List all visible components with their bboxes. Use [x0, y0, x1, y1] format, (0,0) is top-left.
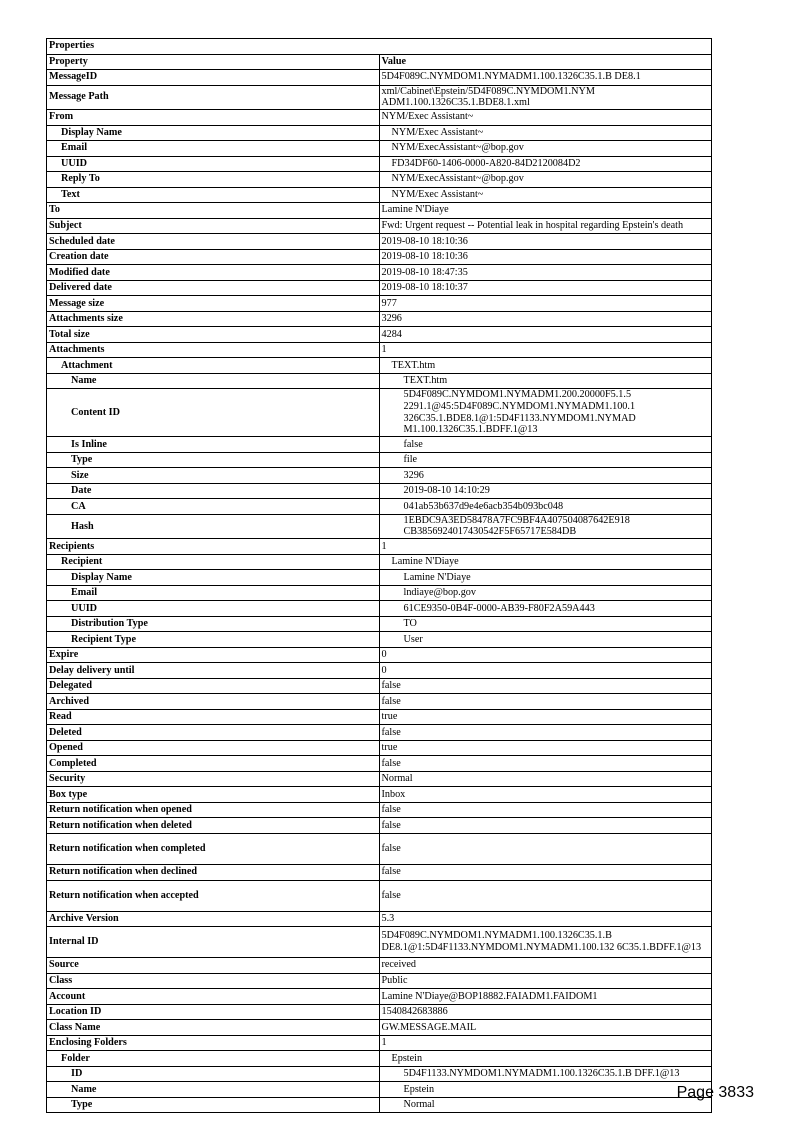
- table-row: [47, 927, 712, 958]
- property-name: Reply To: [47, 172, 380, 188]
- property-name: Distribution Type: [47, 616, 380, 632]
- property-name: Delay delivery until: [47, 663, 380, 679]
- property-name: Deleted: [47, 725, 380, 741]
- table-row: [47, 864, 712, 880]
- property-name: Recipient: [47, 554, 380, 570]
- property-value: true: [379, 709, 712, 725]
- table-row: [47, 787, 712, 803]
- property-value: false: [379, 802, 712, 818]
- property-value: 2019-08-10 18:47:35: [379, 265, 712, 281]
- table-header-row: [47, 54, 712, 70]
- property-name: Type: [47, 452, 380, 468]
- table-row: [47, 647, 712, 663]
- table-row: [47, 468, 712, 484]
- property-name: Opened: [47, 740, 380, 756]
- property-value: 3296: [379, 468, 712, 484]
- table-row: [47, 1051, 712, 1067]
- property-name: UUID: [47, 601, 380, 617]
- property-name: Email: [47, 585, 380, 601]
- property-name: Read: [47, 709, 380, 725]
- property-value: Epstein: [379, 1051, 712, 1067]
- property-name: From: [47, 109, 380, 125]
- property-name: Message Path: [47, 85, 380, 109]
- property-value: 1: [379, 539, 712, 555]
- property-name: Return notification when deleted: [47, 818, 380, 834]
- property-value: 1EBDC9A3ED58478A7FC9BF4A407504087642E918 CB3856924017430542F5F65717E584DB: [379, 514, 712, 538]
- table-row: [47, 483, 712, 499]
- property-value: 2019-08-10 18:10:36: [379, 249, 712, 265]
- property-value: file: [379, 452, 712, 468]
- property-value: true: [379, 740, 712, 756]
- property-name: Recipients: [47, 539, 380, 555]
- table-row: [47, 203, 712, 219]
- table-row: [47, 85, 712, 109]
- column-header-property: Property: [47, 54, 380, 70]
- property-name: Delegated: [47, 678, 380, 694]
- property-value: false: [379, 833, 712, 864]
- table-row: [47, 311, 712, 327]
- table-row: [47, 342, 712, 358]
- property-name: Is Inline: [47, 437, 380, 453]
- property-value: false: [379, 864, 712, 880]
- table-row: [47, 249, 712, 265]
- table-row: [47, 1097, 712, 1113]
- property-value: 2019-08-10 18:10:36: [379, 234, 712, 250]
- property-name: Return notification when accepted: [47, 880, 380, 911]
- table-row: [47, 389, 712, 437]
- property-name: Name: [47, 373, 380, 389]
- property-name: Total size: [47, 327, 380, 343]
- table-row: [47, 725, 712, 741]
- table-row: [47, 70, 712, 86]
- property-name: Date: [47, 483, 380, 499]
- table-row: [47, 771, 712, 787]
- table-row: [47, 499, 712, 515]
- property-value: received: [379, 958, 712, 974]
- table-row: [47, 1082, 712, 1098]
- table-title-row: [47, 39, 712, 55]
- property-value: false: [379, 678, 712, 694]
- property-name: Type: [47, 1097, 380, 1113]
- column-header-value: Value: [379, 54, 712, 70]
- table-row: [47, 958, 712, 974]
- property-value: GW.MESSAGE.MAIL: [379, 1020, 712, 1036]
- table-row: [47, 802, 712, 818]
- property-value: Lamine N'Diaye@BOP18882.FAIADM1.FAIDOM1: [379, 989, 712, 1005]
- property-name: Size: [47, 468, 380, 484]
- property-value: FD34DF60-1406-0000-A820-84D2120084D2: [379, 156, 712, 172]
- property-name: Attachments: [47, 342, 380, 358]
- property-value: 5D4F089C.NYMDOM1.NYMADM1.200.20000F5.1.5 2291.1@45:5D4F089C.NYMDOM1.NYMADM1.100.1 326C35.1.BDE8.1@1:5D4F1133.NYMDOM1.NYMAD M1.100.1326C35.1.BDFF.1@13: [379, 389, 712, 437]
- property-value: User: [379, 632, 712, 648]
- property-name: Location ID: [47, 1004, 380, 1020]
- property-value: 977: [379, 296, 712, 312]
- table-row: [47, 539, 712, 555]
- property-name: Completed: [47, 756, 380, 772]
- table-row: [47, 678, 712, 694]
- property-value: false: [379, 694, 712, 710]
- property-value: xml/Cabinet\Epstein/5D4F089C.NYMDOM1.NYM ADM1.100.1326C35.1.BDE8.1.xml: [379, 85, 712, 109]
- property-value: Fwd: Urgent request -- Potential leak in hospital regarding Epstein's death: [379, 218, 712, 234]
- table-row: [47, 740, 712, 756]
- property-value: 5D4F1133.NYMDOM1.NYMADM1.100.1326C35.1.B DFF.1@13: [379, 1066, 712, 1082]
- table-row: [47, 880, 712, 911]
- property-name: Box type: [47, 787, 380, 803]
- table-row: [47, 601, 712, 617]
- property-value: 041ab53b637d9e4e6acb354b093bc048: [379, 499, 712, 515]
- property-name: Enclosing Folders: [47, 1035, 380, 1051]
- property-name: Return notification when opened: [47, 802, 380, 818]
- property-name: Modified date: [47, 265, 380, 281]
- property-name: Internal ID: [47, 927, 380, 958]
- table-title: Properties: [47, 39, 712, 55]
- table-row: [47, 663, 712, 679]
- property-value: TEXT.htm: [379, 373, 712, 389]
- property-value: 4284: [379, 327, 712, 343]
- property-name: Email: [47, 141, 380, 157]
- table-row: [47, 585, 712, 601]
- property-name: Creation date: [47, 249, 380, 265]
- property-name: Delivered date: [47, 280, 380, 296]
- property-value: 0: [379, 663, 712, 679]
- table-row: [47, 989, 712, 1005]
- table-row: [47, 373, 712, 389]
- table-row: [47, 514, 712, 538]
- property-name: Attachments size: [47, 311, 380, 327]
- property-name: MessageID: [47, 70, 380, 86]
- property-value: 5D4F089C.NYMDOM1.NYMADM1.100.1326C35.1.B DE8.1@1:5D4F1133.NYMDOM1.NYMADM1.100.132 6C35.1.BDFF.1@13: [379, 927, 712, 958]
- table-row: [47, 280, 712, 296]
- property-name: Recipient Type: [47, 632, 380, 648]
- property-value: Normal: [379, 1097, 712, 1113]
- property-name: Folder: [47, 1051, 380, 1067]
- property-name: Subject: [47, 218, 380, 234]
- property-value: 1540842683886: [379, 1004, 712, 1020]
- table-row: [47, 570, 712, 586]
- table-row: [47, 234, 712, 250]
- property-name: Class: [47, 973, 380, 989]
- property-value: false: [379, 756, 712, 772]
- property-value: NYM/Exec Assistant~: [379, 109, 712, 125]
- property-name: CA: [47, 499, 380, 515]
- property-name: To: [47, 203, 380, 219]
- property-value: 2019-08-10 18:10:37: [379, 280, 712, 296]
- table-row: [47, 818, 712, 834]
- property-name: Content ID: [47, 389, 380, 437]
- property-value: false: [379, 880, 712, 911]
- property-name: Archive Version: [47, 911, 380, 927]
- property-value: NYM/Exec Assistant~: [379, 187, 712, 203]
- property-value: NYM/Exec Assistant~: [379, 125, 712, 141]
- table-row: [47, 358, 712, 374]
- property-name: Account: [47, 989, 380, 1005]
- page-number: Page 3833: [676, 1084, 754, 1101]
- property-name: Source: [47, 958, 380, 974]
- property-name: Attachment: [47, 358, 380, 374]
- table-row: [47, 452, 712, 468]
- property-value: false: [379, 818, 712, 834]
- table-row: [47, 1004, 712, 1020]
- property-name: Archived: [47, 694, 380, 710]
- table-row: [47, 911, 712, 927]
- property-name: Hash: [47, 514, 380, 538]
- table-row: [47, 1020, 712, 1036]
- property-value: 2019-08-10 14:10:29: [379, 483, 712, 499]
- property-name: UUID: [47, 156, 380, 172]
- table-row: [47, 327, 712, 343]
- property-value: false: [379, 725, 712, 741]
- property-value: TO: [379, 616, 712, 632]
- table-row: [47, 973, 712, 989]
- table-row: [47, 616, 712, 632]
- table-row: [47, 1035, 712, 1051]
- properties-table: [46, 38, 712, 1113]
- property-value: NYM/ExecAssistant~@bop.gov: [379, 172, 712, 188]
- property-value: Lamine N'Diaye: [379, 570, 712, 586]
- property-value: Lamine N'Diaye: [379, 554, 712, 570]
- property-name: Scheduled date: [47, 234, 380, 250]
- table-row: [47, 756, 712, 772]
- property-name: Return notification when completed: [47, 833, 380, 864]
- property-value: 0: [379, 647, 712, 663]
- table-row: [47, 125, 712, 141]
- property-value: 61CE9350-0B4F-0000-AB39-F80F2A59A443: [379, 601, 712, 617]
- property-name: Text: [47, 187, 380, 203]
- property-name: Return notification when declined: [47, 864, 380, 880]
- table-row: [47, 187, 712, 203]
- property-name: Display Name: [47, 125, 380, 141]
- table-row: [47, 833, 712, 864]
- table-row: [47, 694, 712, 710]
- table-row: [47, 632, 712, 648]
- property-value: false: [379, 437, 712, 453]
- property-value: 5D4F089C.NYMDOM1.NYMADM1.100.1326C35.1.B DE8.1: [379, 70, 712, 86]
- property-value: Normal: [379, 771, 712, 787]
- table-row: [47, 218, 712, 234]
- property-name: Class Name: [47, 1020, 380, 1036]
- table-row: [47, 1066, 712, 1082]
- table-row: [47, 554, 712, 570]
- table-row: [47, 141, 712, 157]
- property-name: Message size: [47, 296, 380, 312]
- property-name: ID: [47, 1066, 380, 1082]
- property-value: 1: [379, 342, 712, 358]
- table-row: [47, 709, 712, 725]
- property-name: Display Name: [47, 570, 380, 586]
- property-name: Name: [47, 1082, 380, 1098]
- table-row: [47, 296, 712, 312]
- property-value: TEXT.htm: [379, 358, 712, 374]
- property-value: lndiaye@bop.gov: [379, 585, 712, 601]
- property-value: 3296: [379, 311, 712, 327]
- property-value: Inbox: [379, 787, 712, 803]
- table-row: [47, 265, 712, 281]
- property-value: 1: [379, 1035, 712, 1051]
- table-row: [47, 109, 712, 125]
- property-name: Security: [47, 771, 380, 787]
- property-value: Epstein: [379, 1082, 712, 1098]
- properties-table-body: [47, 39, 712, 1113]
- property-value: NYM/ExecAssistant~@bop.gov: [379, 141, 712, 157]
- table-row: [47, 172, 712, 188]
- table-row: [47, 437, 712, 453]
- property-value: 5.3: [379, 911, 712, 927]
- property-value: Public: [379, 973, 712, 989]
- property-value: Lamine N'Diaye: [379, 203, 712, 219]
- table-row: [47, 156, 712, 172]
- property-name: Expire: [47, 647, 380, 663]
